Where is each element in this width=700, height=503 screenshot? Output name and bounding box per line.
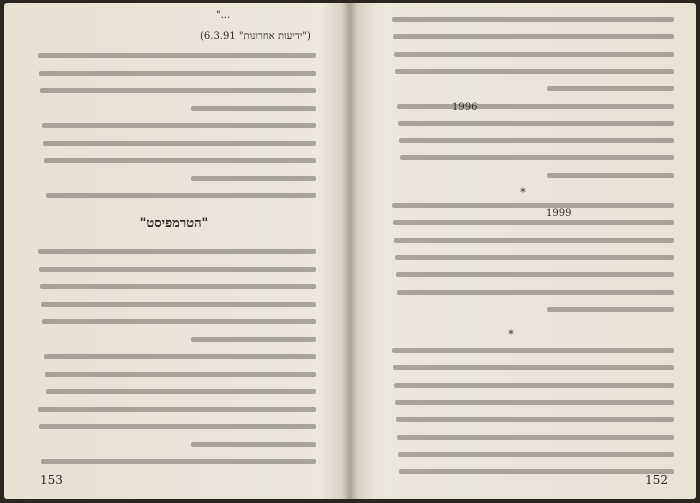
page-number-left: 153 bbox=[40, 473, 63, 487]
text-line bbox=[399, 138, 674, 143]
text-line bbox=[39, 267, 316, 272]
text-line bbox=[395, 255, 674, 260]
text-line bbox=[396, 417, 674, 422]
separator-1: * bbox=[520, 186, 526, 199]
text-line bbox=[396, 272, 674, 277]
text-line bbox=[399, 469, 674, 474]
text-line bbox=[46, 389, 316, 394]
text-line bbox=[398, 452, 674, 457]
text-line bbox=[44, 158, 316, 163]
text-line bbox=[393, 220, 674, 225]
text-line bbox=[40, 284, 316, 289]
text-line bbox=[393, 365, 674, 370]
text-line bbox=[394, 238, 674, 243]
text-line bbox=[392, 203, 674, 208]
text-line bbox=[42, 319, 316, 324]
text-line bbox=[397, 435, 674, 440]
text-line bbox=[39, 424, 316, 429]
book-spread bbox=[4, 3, 696, 499]
text-line bbox=[547, 86, 674, 91]
text-line bbox=[395, 400, 674, 405]
page-number-right: 152 bbox=[645, 473, 668, 487]
text-line bbox=[191, 176, 316, 181]
text-line bbox=[191, 106, 316, 111]
text-line bbox=[395, 69, 674, 74]
text-line bbox=[397, 104, 674, 109]
right-page bbox=[356, 3, 696, 499]
text-line bbox=[43, 141, 316, 146]
text-line bbox=[42, 123, 316, 128]
top-marker: "... bbox=[216, 10, 231, 21]
text-line bbox=[39, 71, 316, 76]
date-reference: (6.3.91 "ידיעות אחרונות") bbox=[200, 31, 311, 42]
text-line bbox=[38, 407, 316, 412]
text-line bbox=[40, 88, 316, 93]
text-line bbox=[41, 302, 316, 307]
text-line bbox=[38, 249, 316, 254]
text-line bbox=[398, 121, 674, 126]
separator-2: * bbox=[508, 328, 514, 341]
text-line bbox=[394, 383, 674, 388]
text-line bbox=[547, 173, 674, 178]
left-page bbox=[4, 3, 344, 499]
text-line bbox=[394, 52, 674, 57]
text-line bbox=[392, 348, 674, 353]
year-reference-2: 1999 bbox=[546, 208, 572, 219]
text-line bbox=[400, 155, 674, 160]
text-line bbox=[45, 372, 316, 377]
text-line bbox=[191, 442, 316, 447]
year-reference: 1996 bbox=[452, 102, 478, 113]
text-line bbox=[547, 307, 674, 312]
text-line bbox=[38, 53, 316, 58]
text-line bbox=[46, 193, 316, 198]
text-line bbox=[41, 459, 316, 464]
text-line bbox=[392, 17, 674, 22]
text-line bbox=[191, 337, 316, 342]
section-heading: "הטרמפיסט" bbox=[139, 216, 209, 231]
text-line bbox=[44, 354, 316, 359]
text-line bbox=[397, 290, 674, 295]
text-line bbox=[393, 34, 674, 39]
